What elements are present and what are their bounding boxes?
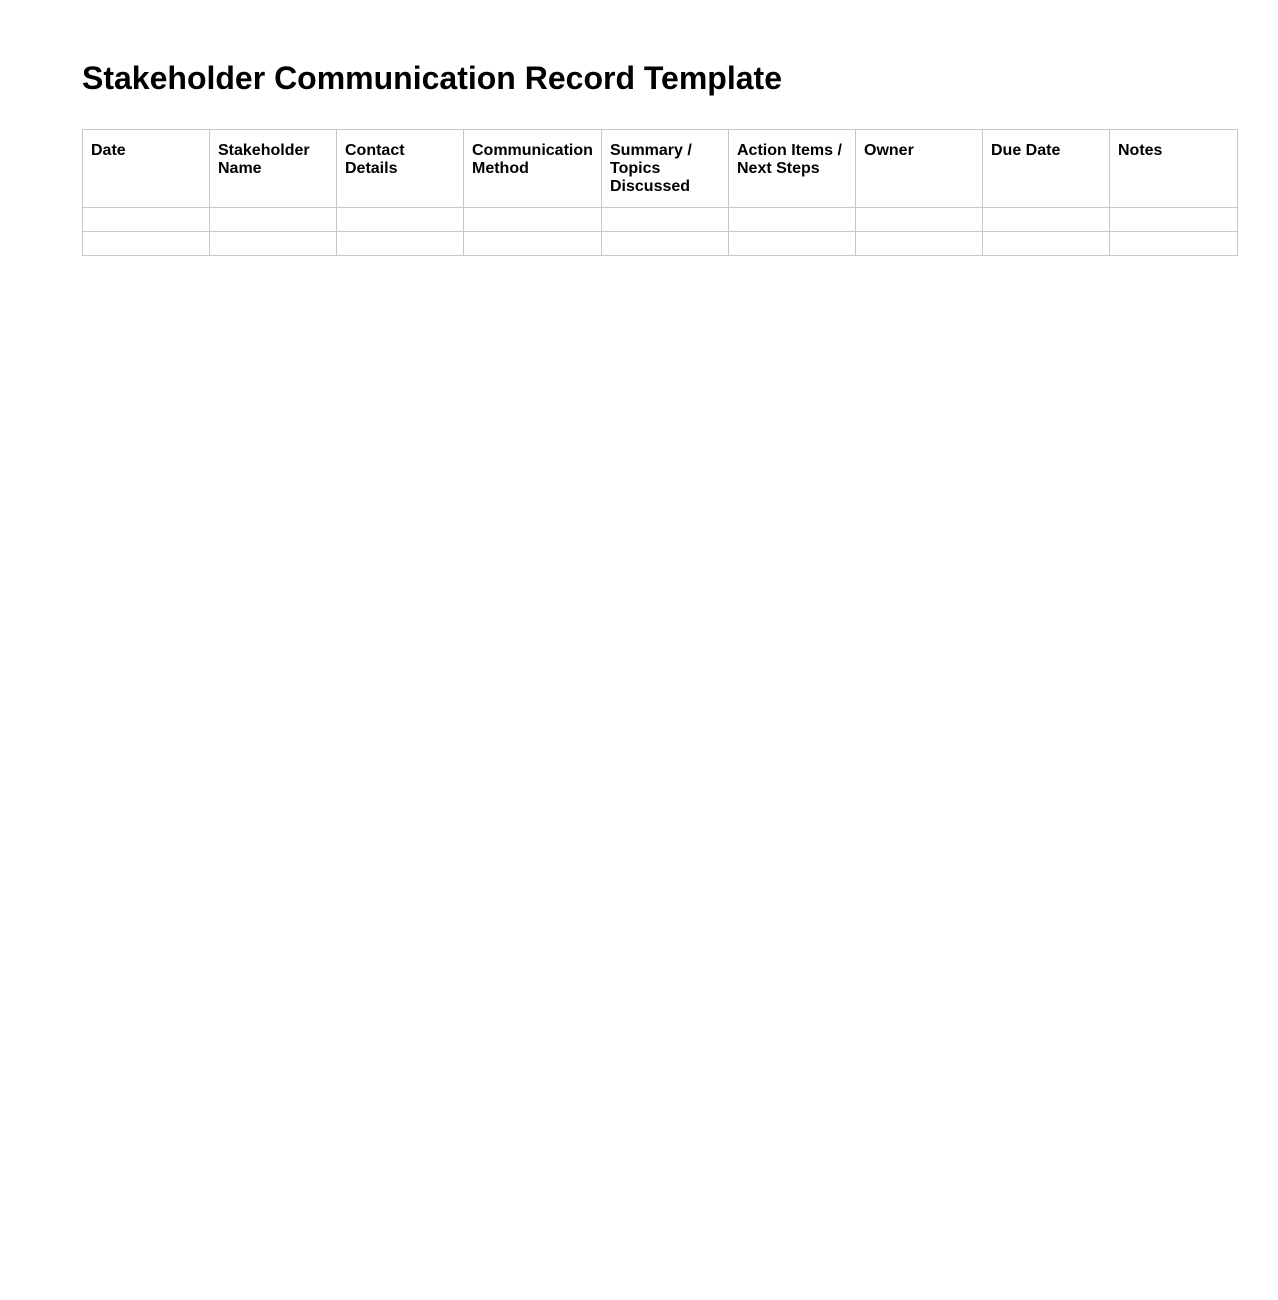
communication-record-table [82, 129, 1238, 256]
table-cell[interactable] [983, 208, 1110, 232]
header-due-date: Due Date [983, 130, 1110, 208]
table-cell[interactable] [729, 208, 856, 232]
table-cell[interactable] [210, 208, 337, 232]
table-cell[interactable] [729, 232, 856, 256]
header-owner: Owner [856, 130, 983, 208]
table-cell[interactable] [856, 232, 983, 256]
table-cell[interactable] [464, 208, 602, 232]
table-row [83, 232, 1238, 256]
page-title: Stakeholder Communication Record Template [82, 60, 782, 96]
table-cell[interactable] [83, 232, 210, 256]
table-cell[interactable] [1110, 208, 1238, 232]
header-contact-details: Contact Details [337, 130, 464, 208]
header-notes: Notes [1110, 130, 1238, 208]
table-cell[interactable] [337, 208, 464, 232]
table-cell[interactable] [464, 232, 602, 256]
table-cell[interactable] [602, 232, 729, 256]
header-action-items: Action Items / Next Steps [729, 130, 856, 208]
table-cell[interactable] [210, 232, 337, 256]
header-row [83, 130, 1238, 208]
table-cell[interactable] [983, 232, 1110, 256]
header-stakeholder-name: Stakeholder Name [210, 130, 337, 208]
table-cell[interactable] [602, 208, 729, 232]
table-cell[interactable] [83, 208, 210, 232]
header-communication-method: Communication Method [464, 130, 602, 208]
table-cell[interactable] [1110, 232, 1238, 256]
header-summary-topics: Summary / Topics Discussed [602, 130, 729, 208]
table-cell[interactable] [337, 232, 464, 256]
table-row [83, 208, 1238, 232]
header-date: Date [83, 130, 210, 208]
table-cell[interactable] [856, 208, 983, 232]
